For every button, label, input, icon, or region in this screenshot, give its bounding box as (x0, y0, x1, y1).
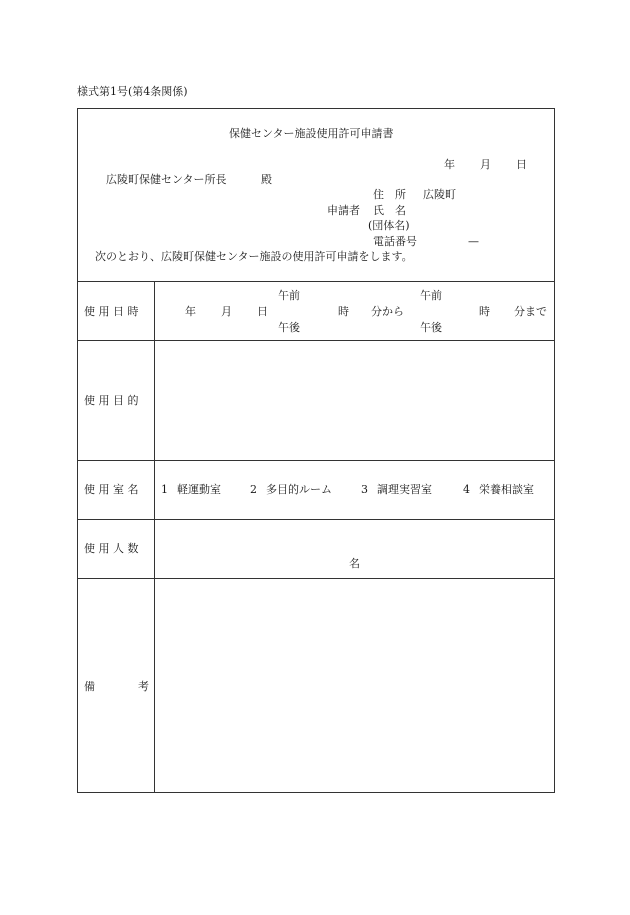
applicant-label: 申請者 (327, 204, 360, 217)
room-option-2-number: 2 (250, 483, 257, 496)
address-value: 広陵町 (423, 188, 456, 201)
divider-header (78, 281, 554, 282)
end-hour: 時 (479, 305, 490, 318)
form-title: 保健センター施設使用許可申請書 (229, 127, 394, 140)
divider-datetime (78, 340, 554, 341)
date-month: 月 (480, 158, 491, 171)
divider-count (78, 578, 554, 579)
purpose-label: 使 用 目 的 (84, 394, 139, 407)
end-minute-until: 分まで (514, 305, 547, 318)
room-option-3: 調理実習室 (377, 483, 432, 496)
address-label: 住 所 (373, 188, 406, 201)
end-am: 午前 (420, 289, 442, 302)
remarks-label-right: 考 (138, 680, 149, 693)
application-form (77, 108, 555, 793)
room-option-2: 多目的ルーム (266, 483, 332, 496)
phone-separator: — (468, 235, 479, 248)
start-pm: 午後 (278, 321, 300, 334)
form-number: 様式第1号(第4条関係) (77, 85, 188, 98)
datetime-day: 日 (257, 305, 268, 318)
honorific: 殿 (261, 173, 272, 186)
end-pm: 午後 (420, 321, 442, 334)
start-hour: 時 (338, 305, 349, 318)
divider-room (78, 519, 554, 520)
room-option-1: 軽運動室 (177, 483, 221, 496)
room-option-1-number: 1 (161, 483, 168, 496)
room-option-4-number: 4 (463, 483, 470, 496)
start-am: 午前 (278, 289, 300, 302)
datetime-month: 月 (221, 305, 232, 318)
remarks-label-left: 備 (84, 680, 95, 693)
addressee: 広陵町保健センター所長 (106, 173, 227, 186)
name-label: 氏 名 (373, 204, 406, 217)
application-statement: 次のとおり、広陵町保健センター施設の使用許可申請をします。 (95, 250, 413, 263)
datetime-label: 使 用 日 時 (84, 305, 139, 318)
count-unit: 名 (349, 557, 360, 570)
count-label: 使 用 人 数 (84, 542, 139, 555)
divider-purpose (78, 460, 554, 461)
date-day: 日 (516, 158, 527, 171)
datetime-year: 年 (185, 305, 196, 318)
group-name-label: (団体名) (368, 219, 410, 232)
date-year: 年 (444, 158, 455, 171)
room-option-3-number: 3 (361, 483, 368, 496)
room-label: 使 用 室 名 (84, 483, 139, 496)
start-minute-from: 分から (371, 305, 404, 318)
phone-label: 電話番号 (373, 235, 417, 248)
room-option-4: 栄養相談室 (479, 483, 534, 496)
label-column-divider (154, 281, 155, 793)
